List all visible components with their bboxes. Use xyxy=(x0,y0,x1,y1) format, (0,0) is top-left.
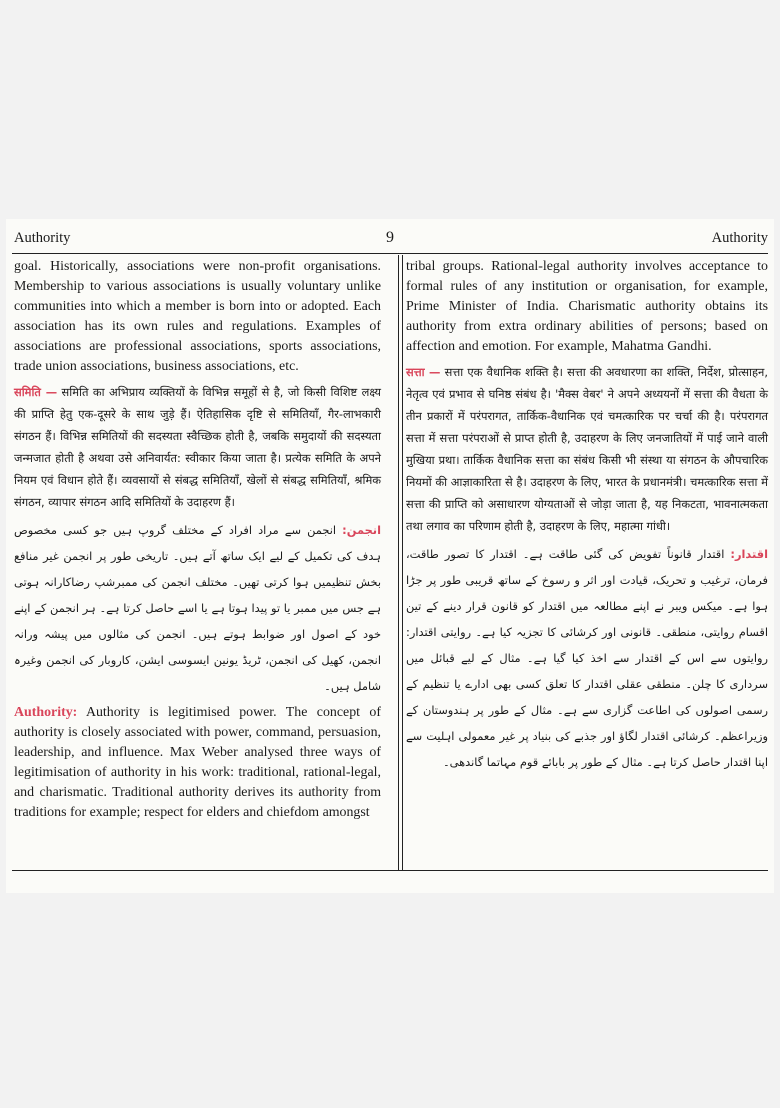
english-term-authority: Authority: xyxy=(14,705,78,720)
footer-rule xyxy=(12,870,768,871)
left-column xyxy=(14,257,381,823)
authority-hindi-entry xyxy=(406,361,768,537)
hindi-definition-samiti: समिति का अभिप्राय व्यक्तियों के विभिन्न समूहों से है, जो किसी विशिष्ट लक्ष्य की प्राप्ति हेतु एक-दूसरे के साथ जुड़े हैं। ऐतिहासिक दृष्टि से समितियाँ, गैर-लाभकारी संगठन हैं। विभिन्न समितियों की सदस्यता स्वैच्छिक होती है, जबकि समुदायों की सदस्यता जन्मजात होती है अथवा उसे अनिवार्यत: स्वीकार किया जाता है। प्रत्येक समिति के अपने नियम एवं विधान होते हैं। व्यवसायों से संबद्ध समितियाँ, खेलों से संबद्ध समितियाँ, श्रमिक संगठन, व्यापार संगठन आदि समितियों के उदाहरण हैं। xyxy=(14,385,381,509)
urdu-term-iqtidar: اقتدار: xyxy=(730,547,768,561)
association-urdu-entry xyxy=(14,517,381,699)
header-rule xyxy=(12,253,768,254)
hindi-term-samiti: समिति — xyxy=(14,385,58,399)
book-page xyxy=(6,219,774,893)
authority-english-entry xyxy=(14,703,381,823)
hindi-definition-satta: सत्ता एक वैधानिक शक्ति है। सत्ता की अवधारणा का शक्ति, निर्देश, प्रोत्साहन, नेतृत्व एवं प्रभाव से घनिष्ठ संबंध है। 'मैक्स वेबर' ने अपने अध्ययनों में सत्ता की वैधता के तीन प्रकारों में परंपरागत, तार्किक-वैधानिक एवं चमत्कारिक पर चर्चा की है। परंपरागत सत्ता में सत्ता परंपराओं से प्राप्त होती है, उदाहरण के लिए जनजातियों में पाई जाने वाली मुखिया प्रथा। तार्किक वैधानिक सत्ता का संबंध किसी भी संस्था या संगठन के औपचारिक नियमों की आज्ञाकारिता से है। उदाहरण के लिए, भारत के प्रधानमंत्री। चमत्कारिक सत्ता में सत्ता की प्राप्ति को असाधारण योग्यताओं से जोड़ा जाता है, यह निकटता, भावनात्मकता तथा लगाव का परिणाम होती है, उदाहरण के लिए, महात्मा गांधी। xyxy=(406,365,768,533)
authority-english-continued: tribal groups. Rational-legal authority involves acceptance to formal rules of any institution or organisation, for example, Prime Minister of India. Charismatic authority obtains its authority from extra ordinary abilities of persons; based on affection and emotion. For example, Mahatma Gandhi. xyxy=(406,259,768,354)
english-definition-authority: Authority is legitimised power. The concept of authority is closely associated with power, command, persuasion, leadership, and influence. Max Weber analysed three ways of legitimisation of authority in his work: traditional, rational-legal, and charismatic. Traditional authority derives its authority from traditions for example; respect for elders and chiefdom amongst xyxy=(14,705,381,820)
association-english-text: goal. Historically, associations were non-profit organisations. Membership to various associations is usually voluntary unlike communities into which a member is born into or adopted. Each association has its own rules and regulations. Examples of associations are professional associations, sports associations, trade union associations, business associations, etc. xyxy=(14,259,381,374)
urdu-term-anjuman: انجمن: xyxy=(342,523,381,537)
urdu-definition-iqtidar: اقتدار قانوناً تفویض کی گئی طاقت ہے۔ اقتدار کا تصور طاقت، فرمان، ترغیب و تحریک، قیادت اور اثر و رسوخ کے ساتھ قریبی طور پر جڑا ہوا ہے۔ میکس ویبر نے اپنے مطالعہ میں اقتدار کو قانون قرار دینے کے تین اقسام روایتی، منطقی۔ قانونی اور کرشائی کا تجزیہ کیا ہے۔ روایتی اقتدار: روایتوں سے اس کے اقتدار سے اخذ کیا گیا ہے۔ مثال کے لیے قبائل میں سرداری کا چلن۔ منطقی عقلی اقتدار کا تعلق کسی بھی ادارے یا تنظیم کے رسمی اصولوں کی اطاعت گزاری سے ہے۔ مثال کے طور پر ہندوستان کے وزیراعظم۔ کرشائی اقتدار لگاؤ اور جذبے کی بنیاد پر غیر معمولی اہلیت سے اپنا اقتدار حاصل کرتا ہے۔ مثال کے طور پر بابائے قوم مہاتما گاندھی۔ xyxy=(406,547,768,769)
running-head-left: Authority xyxy=(14,230,71,246)
page-number: 9 xyxy=(386,229,394,246)
authority-urdu-entry xyxy=(406,541,768,775)
association-hindi-entry xyxy=(14,381,381,513)
column-divider xyxy=(398,255,403,870)
hindi-term-satta: सत्ता — xyxy=(406,365,441,379)
running-head-right: Authority xyxy=(711,230,768,246)
urdu-definition-anjuman: انجمن سے مراد افراد کے مختلف گروپ ہیں جو کسی مخصوص ہدف کی تکمیل کے لیے ایک ساتھ آتے ہیں۔ تاریخی طور پر انجمن غیر منافع بخش تنظیمیں ہوا کرتی تھیں۔ مختلف انجمن کی ممبرشپ رضاکارانہ ہوتی ہے جس میں ممبر یا تو پیدا ہوتا ہے یا اسے حاصل کرتا ہے۔ ہر انجمن کے اپنے خود کے اصول اور ضوابط ہوتے ہیں۔ انجمن کی مثالوں میں پیشہ ورانہ انجمن، کھیل کی انجمن، ٹریڈ یونین ایسوسی ایشن، کاروبار کی انجمن وغیرہ شامل ہیں۔ xyxy=(14,523,381,693)
right-column xyxy=(406,257,768,775)
page-header xyxy=(6,219,774,255)
